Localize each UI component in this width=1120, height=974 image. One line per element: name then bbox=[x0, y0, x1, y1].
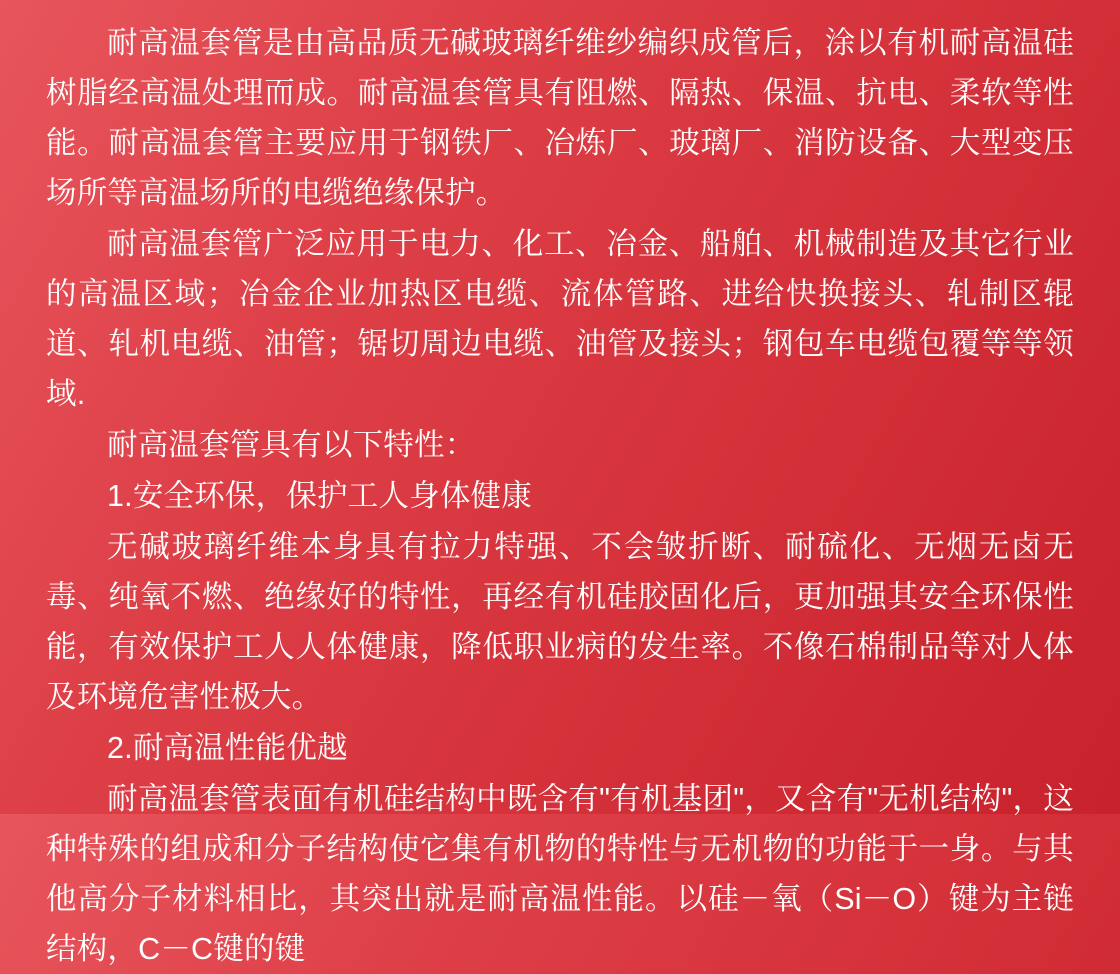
paragraph-6-feature-2-heading: 2.耐高温性能优越 bbox=[107, 731, 348, 765]
paragraph-1: 耐高温套管是由高品质无碱玻璃纤维纱编织成管后，涂以有机耐高温硅树脂经高温处理而成。耐高温套管具有阻燃、隔热、保温、抗电、柔软等性能。耐高温套管主要应用于钢铁厂、冶炼厂、玻璃厂、消防设备、大型变压场所等高温场所的电缆绝缘保护。 bbox=[46, 26, 1074, 210]
paragraph-7: 耐高温套管表面有机硅结构中既含有"有机基团"，又含有"无机结构"，这种特殊的组成和分子结构使它集有机物的特性与无机物的功能于一身。与其他高分子材料相比，其突出就是耐高温性能。以硅－氧（Si－O）键为主链结构，C－C键的键 bbox=[46, 782, 1074, 966]
paragraph-5: 无碱玻璃纤维本身具有拉力特强、不会皱折断、耐硫化、无烟无卤无毒、纯氧不燃、绝缘好的特性，再经有机硅胶固化后，更加强其安全环保性能，有效保护工人人体健康，降低职业病的发生率。不像石棉制品等对人体及环境危害性极大。 bbox=[46, 530, 1074, 714]
paragraph-4-feature-1-heading: 1.安全环保，保护工人身体健康 bbox=[107, 479, 532, 513]
paragraph-2: 耐高温套管广泛应用于电力、化工、冶金、船舶、机械制造及其它行业的高温区域；冶金企业加热区电缆、流体管路、进给快换接头、轧制区辊道、轧机电缆、油管；锯切周边电缆、油管及接头；钢包车电缆包覆等等领域. bbox=[46, 227, 1074, 411]
paragraph-3: 耐高温套管具有以下特性： bbox=[107, 428, 476, 462]
